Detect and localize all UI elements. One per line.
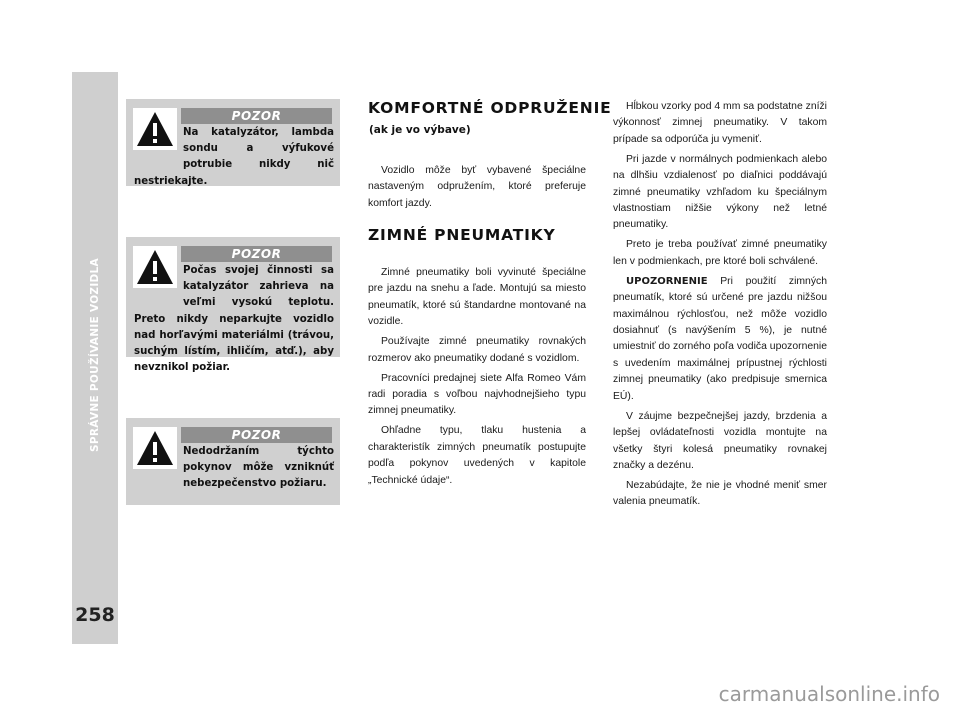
- warning-label: POZOR: [181, 108, 332, 124]
- paragraph: Používajte zimné pneumatiky rovnakých rozmerov ako pneumatiky dodané s vozidlom.: [368, 336, 586, 364]
- section-title-comfort-suspension: KOMFORTNÉ ODPRUŽENIE: [368, 99, 612, 117]
- section-subtitle: (ak je vo výbave): [369, 124, 471, 136]
- section2-body: [368, 265, 586, 493]
- paragraph: Vozidlo môže byť vybavené špeciálne nastaveným odpružením, ktoré preferuje komfort jazdy.: [368, 165, 586, 209]
- warning-box-1: [126, 99, 340, 186]
- warning-box-3: [126, 418, 340, 505]
- warning-text: Počas svojej činnosti sa katalyzátor zahrieva na veľmi vysokú teplotu. Preto nikdy neparkujte vozidlo nad horľavými materiálmi (trávou, suchým lístím, ihličím, atď.), aby nevznikol požiar.: [134, 265, 334, 374]
- note-text: Pri použití zimných pneumatík, ktoré sú určené pre jazdu nižšou maximálnou rýchlosťou, než môže vozidlo dosiahnuť (s navýšením 5 %), je nutné umiestniť do zorného poľa vodiča upozornenie s uvedením maximálnej prípustnej rýchlosti zimnej pneumatiky (ako predpisuje smernica EÚ).: [613, 275, 827, 402]
- section1-body: [368, 163, 586, 216]
- paragraph: Hĺbkou vzorky pod 4 mm sa podstatne zníži výkonnosť zimnej pneumatiky. V takom prípade sa odporúča ju vymeniť.: [613, 101, 827, 145]
- note-label: UPOZORNENIE: [626, 275, 708, 287]
- paragraph: Pracovníci predajnej siete Alfa Romeo Vám radi poradia s voľbou najvhodnejšieho typu zimnej pneumatiky.: [368, 372, 586, 417]
- warning-text: Na katalyzátor, lambda sondu a výfukové potrubie nikdy nič nestriekajte.: [134, 127, 334, 187]
- note-paragraph: [613, 274, 827, 405]
- paragraph: Preto je treba používať zimné pneumatiky len v podmienkach, pre ktoré boli schválené.: [613, 239, 827, 267]
- side-tab: [72, 72, 118, 644]
- paragraph: Nezabúdajte, že nie je vhodné meniť smer valenia pneumatík.: [613, 479, 827, 508]
- warning-label: POZOR: [181, 246, 332, 262]
- right-column-body: [613, 99, 827, 514]
- warning-label: POZOR: [181, 427, 332, 443]
- watermark: carmanualsonline.info: [718, 682, 940, 706]
- paragraph: Ohľadne typu, tlaku hustenia a charakteristík zimných pneumatík postupujte podľa pokynov uvedených v kapitole „Technické údaje“.: [368, 425, 586, 486]
- warning-box-2: [126, 237, 340, 374]
- warning-text: Nedodržaním týchto pokynov môže vzniknúť nebezpečenstvo požiaru.: [183, 446, 334, 490]
- page-number: 258: [75, 604, 115, 626]
- paragraph: Pri jazde v normálnych podmienkach alebo na dlhšiu vzdialenosť po diaľnici poddávajú zimné pneumatiky vzhľadom ku špeciálnym vlastnostiam nižšie výkony než letné pneumatiky.: [613, 153, 827, 231]
- paragraph: V záujme bezpečnejšej jazdy, brzdenia a lepšej ovládateľnosti vozidla montujte na všetky štyri kolesá pneumatiky rovnakej značky a dezénu.: [613, 410, 827, 471]
- paragraph: Zimné pneumatiky boli vyvinuté špeciálne pre jazdu na snehu a ľade. Montujú sa miesto pneumatík, ktoré sú štandardne montované na vozidle.: [368, 267, 586, 328]
- chapter-title: SPRÁVNE POUŽÍVANIE VOZIDLA: [89, 258, 101, 452]
- section-title-winter-tyres: ZIMNÉ PNEUMATIKY: [368, 226, 556, 244]
